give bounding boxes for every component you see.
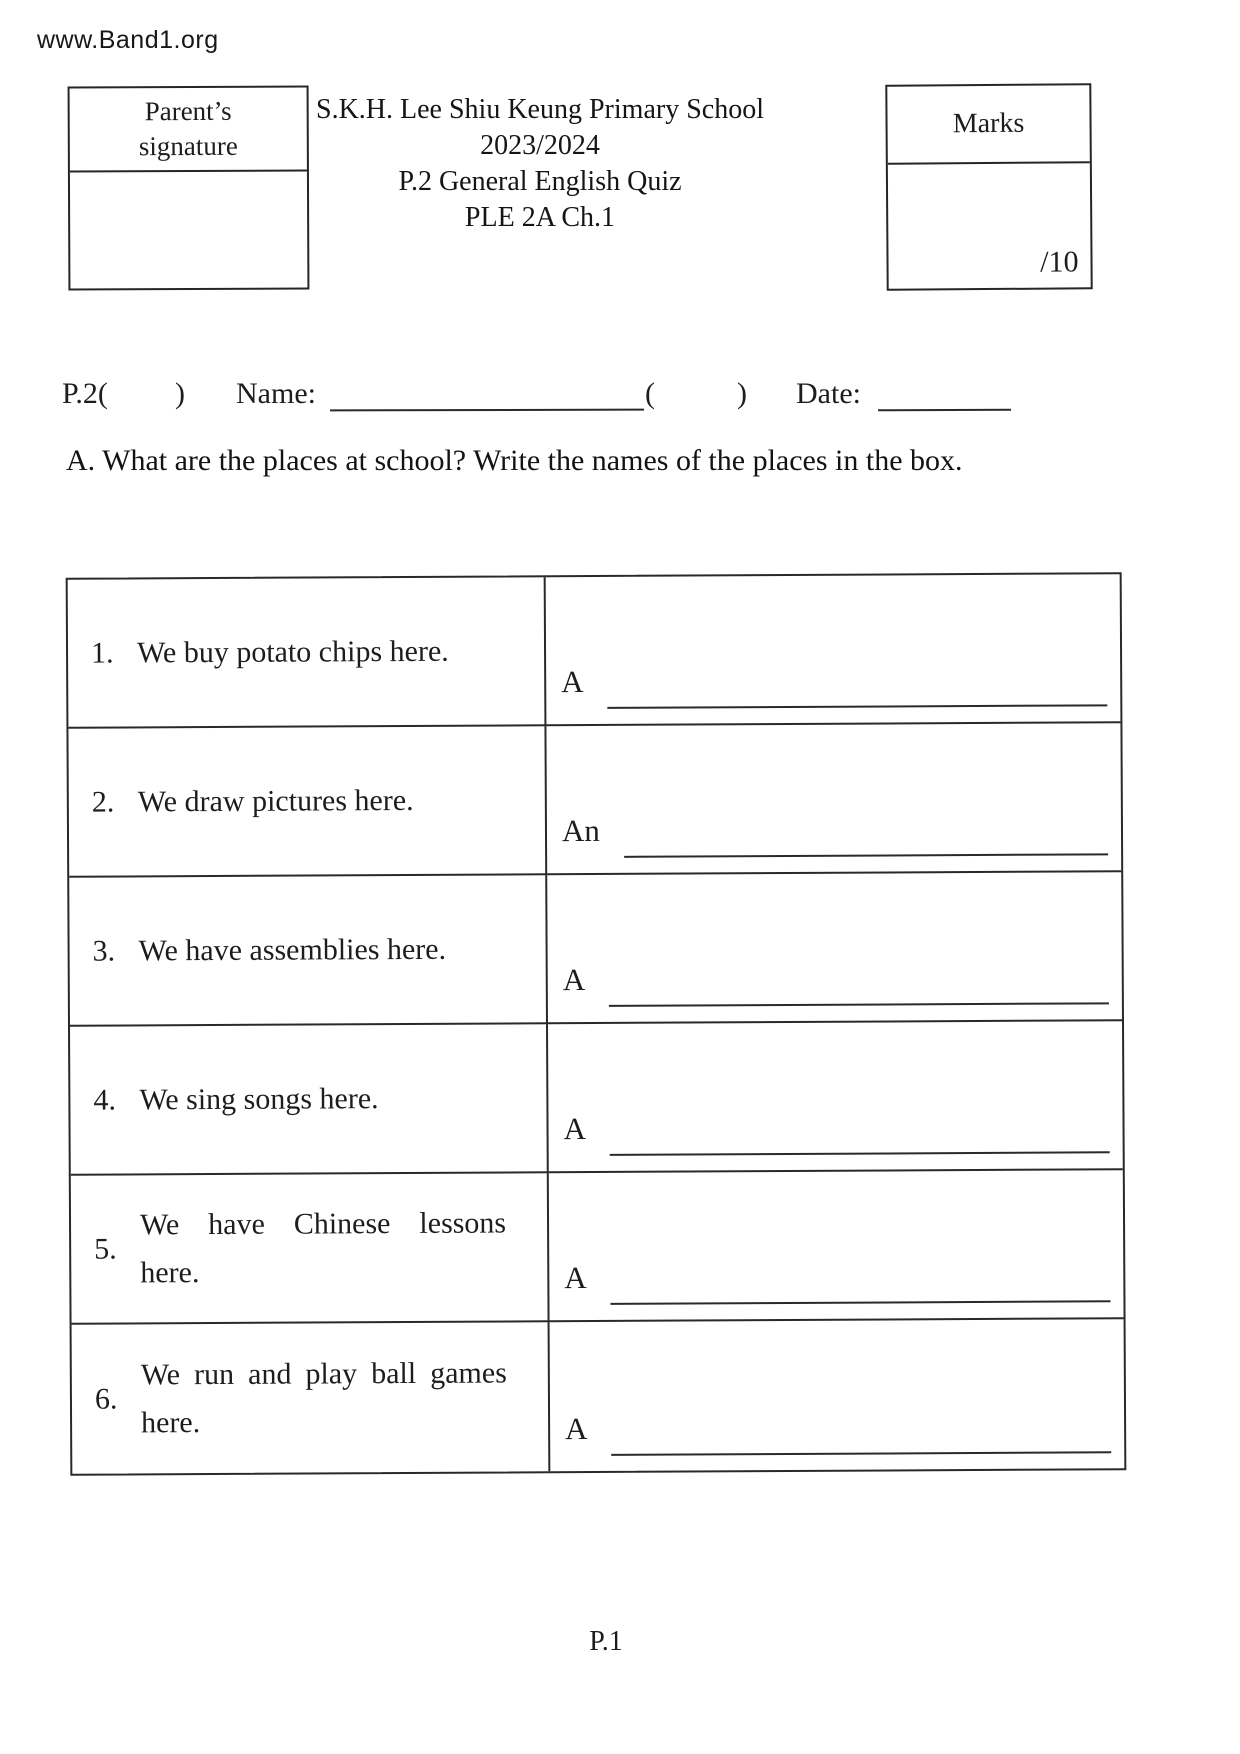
question-row-3-prompt [69,875,548,1027]
question-row-4-prompt [70,1024,549,1176]
question-row-5-prompt [71,1173,550,1325]
school-header [288,92,792,236]
class-number-bracket-open: ( [645,377,655,410]
question-row-6-prompt [72,1322,551,1474]
question-row-1-prompt [68,577,547,729]
watermark-text: www.Band1.org [37,26,219,54]
question-row-5-answer [549,1170,1124,1322]
answer-line[interactable] [612,1451,1112,1456]
question-number: 2. [91,785,115,819]
parent-signature-label-band [70,87,307,172]
quiz-table [66,572,1127,1476]
answer-article: An [561,812,600,849]
quiz-title: P.2 General English Quiz [398,166,682,197]
question-text: We have Chinese lessons here. [139,1206,507,1289]
section-a-instruction: A. What are the places at school? Write the names of the places in the box. [66,444,963,477]
question-text: We draw pictures here. [137,783,414,819]
student-info-line [0,371,1240,413]
question-row-2-answer [546,723,1121,875]
answer-line[interactable] [611,1300,1111,1305]
marks-box [885,83,1092,290]
marks-score-area[interactable] [888,163,1091,286]
class-bracket-close: ) [175,377,185,410]
marks-total: /10 [1040,245,1079,279]
question-row-4-answer [548,1021,1123,1173]
answer-article: A [564,1260,587,1296]
answer-line[interactable] [609,1002,1109,1007]
answer-article: A [565,1411,588,1447]
question-number: 5. [94,1232,117,1266]
class-label: P.2( [62,377,108,410]
school-name: S.K.H. Lee Shiu Keung Primary School [316,94,764,125]
question-row-6-answer [550,1319,1125,1471]
answer-line[interactable] [608,704,1108,709]
question-text: We run and play ball games here. [140,1356,507,1439]
date-blank-line[interactable] [878,375,1011,411]
marks-label: Marks [887,85,1090,164]
answer-article: A [562,962,586,998]
name-blank-line[interactable] [330,375,644,412]
parent-signature-label: Parent’s signature [138,96,238,162]
answer-line[interactable] [624,853,1108,858]
question-text: We have assemblies here. [138,932,447,968]
page-number: P.1 [589,1626,623,1657]
answer-line[interactable] [610,1151,1110,1156]
question-row-3-answer [547,872,1122,1024]
parent-signature-box [68,85,310,290]
question-text: We buy potato chips here. [136,634,449,670]
date-label: Date: [796,377,861,410]
answer-article: A [561,664,584,700]
school-year: 2023/2024 [480,130,600,161]
answer-article: A [563,1111,587,1147]
question-number: 3. [92,934,116,968]
question-text: We sing songs here. [139,1081,379,1117]
name-label: Name: [236,377,316,410]
quiz-chapter: PLE 2A Ch.1 [464,202,616,233]
parent-signature-area[interactable] [70,171,308,288]
question-number: 4. [93,1083,116,1117]
question-row-2-prompt [68,726,547,878]
question-number: 1. [90,636,114,670]
question-number: 6. [94,1382,118,1416]
class-number-bracket-close: ) [737,377,747,410]
question-row-1-answer [546,574,1121,726]
